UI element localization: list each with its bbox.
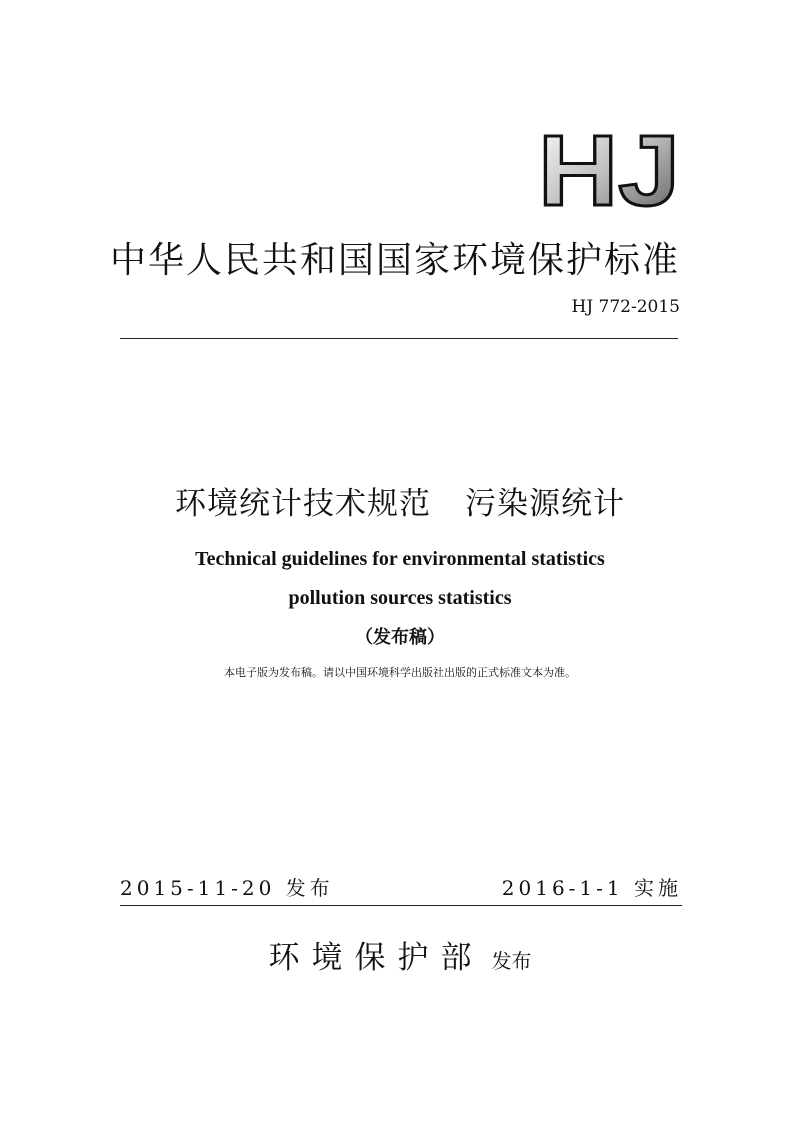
issue-date: 2015-11-20 发布 [120, 876, 334, 900]
english-title-line2: pollution sources statistics [288, 587, 512, 609]
edition-note: 本电子版为发布稿。请以中国环境科学出版社出版的正式标准文本为准。 [224, 666, 576, 679]
english-title-line1: Technical guidelines for environmental statistics [195, 548, 605, 570]
divider-top [120, 338, 678, 339]
hj-logo-text: HJ [538, 128, 680, 210]
hj-logo [536, 128, 682, 210]
issuer [0, 932, 800, 977]
effective-date: 2016-1-1 实施 [501, 876, 682, 900]
chinese-title-part1: 环境统计技术规范 [175, 486, 431, 522]
standard-category-title: 中华人民共和国国家环境保护标准 [109, 240, 680, 281]
divider-bottom [120, 905, 682, 906]
draft-label: （发布稿） [355, 627, 445, 648]
issuer-org: 环境保护部 [268, 940, 484, 976]
chinese-title [0, 478, 800, 523]
issuer-suffix: 发布 [491, 949, 532, 973]
chinese-title-part2: 污染源统计 [465, 486, 625, 522]
standard-number: HJ 772-2015 [571, 297, 680, 317]
